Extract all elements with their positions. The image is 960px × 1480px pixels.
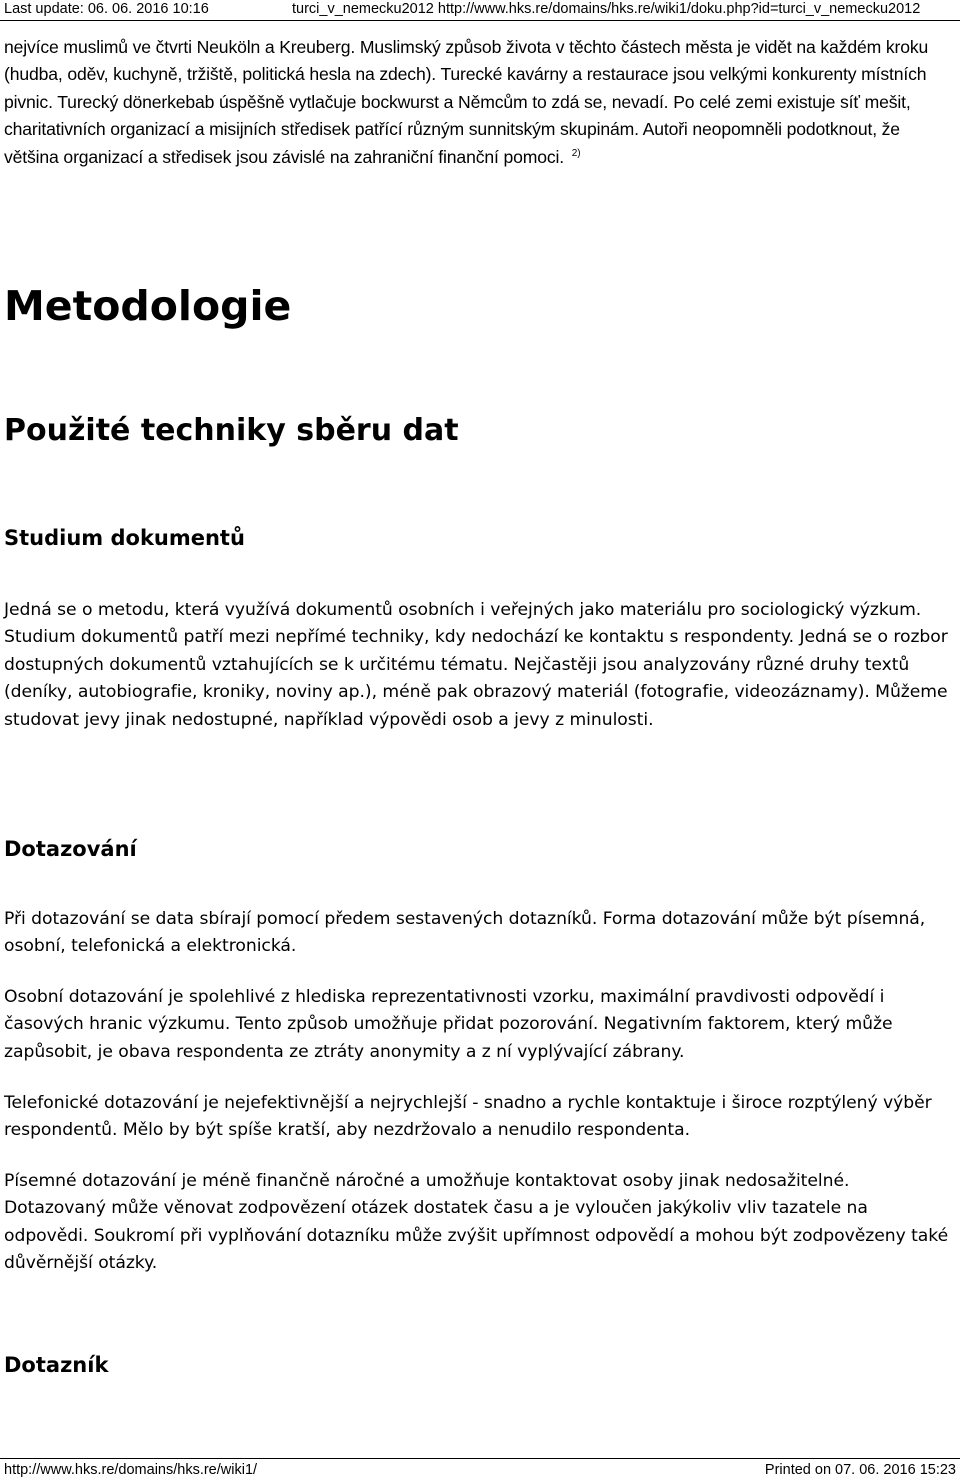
paragraph-dotazovani-intro: Při dotazování se data sbírají pomocí předem sestavených dotazníků. Forma dotazování může být písemná, osobní, telefonická a elektronická. bbox=[4, 909, 926, 957]
page-reference: turci_v_nemecku2012 http://www.hks.re/domains/hks.re/wiki1/doku.php?id=turci_v_nemecku2012 bbox=[292, 1, 921, 17]
intro-paragraph bbox=[4, 34, 956, 171]
printed-date: Printed on 07. 06. 2016 15:23 bbox=[764, 1462, 956, 1478]
heading-studium-dokumentu: Studium dokumentů bbox=[4, 526, 245, 550]
print-footer bbox=[0, 1458, 960, 1479]
heading-techniky-sberu-dat: Použité techniky sběru dat bbox=[4, 413, 459, 448]
heading-dotaznik: Dotazník bbox=[4, 1353, 109, 1377]
footer-url[interactable]: http://www.hks.re/domains/hks.re/wiki1/ bbox=[4, 1462, 258, 1478]
paragraph-studium-dokumentu: Jedná se o metodu, která využívá dokumentů osobních i veřejných jako materiálu pro sociologický výzkum. Studium dokumentů patří mezi nepřímé techniky, kdy nedochází ke kontaktu s respondenty. Jedná se o rozbor dostupných dokumentů vztahujících se k určitému tématu. Nejčastěji jsou analyzovány různé druhy textů (deníky, autobiografie, kroniky, noviny ap.), méně pak obrazový materiál (fotografie, videozáznamy). Můžeme studovat jevy jinak nedostupné, například výpovědi osob a jevy z minulosti. bbox=[4, 600, 948, 730]
heading-dotazovani: Dotazování bbox=[4, 837, 137, 861]
footnote-reference[interactable]: 2) bbox=[571, 147, 581, 159]
paragraph-pisemne-dotazovani: Písemné dotazování je méně finančně náročné a umožňuje kontaktovat osoby jinak nedosažitelné. Dotazovaný může věnovat zodpovězení otázek dostatek času a je vyloučen jakýkoliv vliv tazatele na odpovědi. Soukromí při vyplňování dotazníku může zvýšit upřímnost odpovědí a mohou být zodpovězeny také důvěrnější otázky. bbox=[4, 1171, 949, 1274]
print-header bbox=[0, 0, 960, 21]
intro-text-part1: nejvíce muslimů ve čtvrti Neuköln a Kreuberg. Muslimský způsob života v těchto částech města je vidět na každém kroku (hudba, oděv, kuchyně, tržiště, politická hesla na zdech). Turecké kavárny a restaurace jsou velkými konkurenty místních pivnic. Turecký dönerkebab úspěšně vytlačuje bockwurst a Němcům to zdá se, nevadí. bbox=[4, 37, 929, 112]
heading-metodologie: Metodologie bbox=[4, 282, 292, 330]
last-update-text: Last update: 06. 06. 2016 10:16 bbox=[4, 1, 209, 17]
paragraph-telefonicke-dotazovani: Telefonické dotazování je nejefektivnější a nejrychlejší - snadno a rychle kontaktuje i široce rozptýlený výběr respondentů. Mělo by být spíše kratší, aby nezdržovalo a nenudilo respondenta. bbox=[4, 1093, 932, 1141]
paragraph-osobni-dotazovani: Osobní dotazování je spolehlivé z hlediska reprezentativnosti vzorku, maximální pravdivosti odpovědí i časových hranic výzkumu. Tento způsob umožňuje přidat pozorování. Negativním faktorem, který může zapůsobit, je obava respondenta ze ztráty anonymity a z ní vyplývající zábrany. bbox=[4, 987, 893, 1062]
intro-text-part2: Po celé zemi existuje síť mešit, charitativních organizací a misijních středisek patřící různým sunnitským skupinám. Autoři neopomněli podotknout, že většina organizací a středisek jsou závislé na zahraniční finanční pomoci. bbox=[4, 91, 911, 167]
